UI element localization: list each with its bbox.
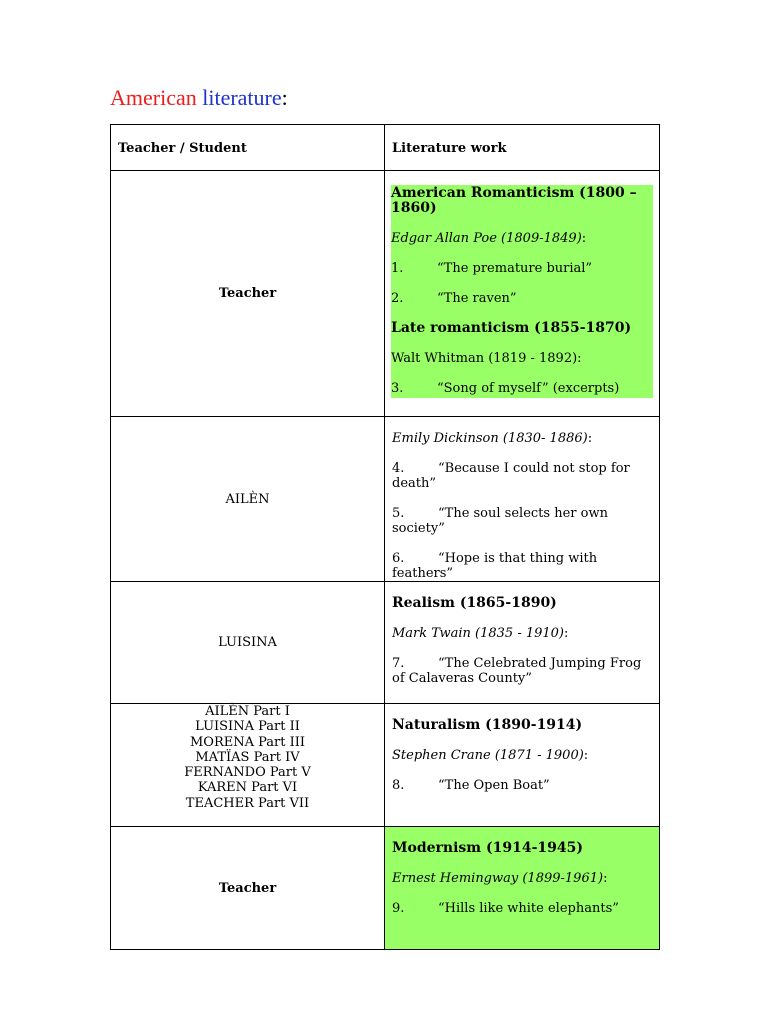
- author-colon: :: [583, 748, 589, 763]
- list-item: [392, 778, 653, 793]
- item-number: 6.: [392, 551, 405, 566]
- item-number: 9.: [392, 901, 405, 916]
- author-colon: :: [564, 626, 569, 641]
- item-title: “Hope is that thing with feathers”: [392, 551, 598, 581]
- author-name: Ernest Hemingway (1899-1961): [392, 871, 604, 886]
- author-name: Stephen Crane (1871 - 1900): [392, 748, 584, 763]
- list-item: [391, 291, 653, 306]
- list-item: [391, 381, 653, 396]
- who-label: Teacher: [218, 286, 277, 301]
- who-cell: [111, 582, 385, 704]
- literature-table: [110, 124, 660, 950]
- table-row: [111, 417, 660, 582]
- student-part: TEACHER Part VII: [185, 795, 310, 811]
- who-cell: [111, 827, 385, 950]
- who-label: LUISINA: [218, 635, 277, 650]
- list-item: [392, 656, 653, 686]
- table-row: [111, 171, 660, 417]
- student-part: AILÈN Part I: [205, 704, 290, 719]
- item-title: “The Celebrated Jumping Frog of Calaveras County”: [392, 656, 642, 686]
- table-header-row: [111, 125, 660, 171]
- header-cell-teacher-student: [111, 125, 385, 171]
- author-line: Walt Whitman (1819 - 1892):: [391, 351, 582, 366]
- who-label: AILÈN: [225, 491, 270, 507]
- student-part: FERNANDO Part V: [184, 765, 311, 781]
- author-line: [392, 748, 653, 763]
- author-name: Emily Dickinson (1830- 1886): [392, 431, 588, 446]
- item-title: “The soul selects her own society”: [392, 506, 608, 536]
- list-item: [392, 551, 653, 581]
- header-label: Literature work: [392, 141, 507, 156]
- title-word-american: American: [110, 85, 197, 110]
- student-part: LUISINA Part II: [195, 719, 300, 735]
- header-cell-literature-work: [385, 125, 660, 171]
- list-item: [392, 901, 653, 916]
- item-title: “The raven”: [437, 291, 517, 306]
- who-cell: [111, 704, 385, 827]
- period-heading: Naturalism (1890-1914): [392, 717, 583, 733]
- list-item: [392, 506, 653, 536]
- work-cell: [385, 704, 660, 827]
- author-line: [392, 871, 653, 886]
- period-heading: Late romanticism (1855-1870): [391, 320, 632, 336]
- item-title: “Song of myself” (excerpts): [437, 381, 620, 396]
- item-number: 5.: [392, 506, 405, 521]
- table-row: [111, 582, 660, 704]
- student-parts-list: [111, 704, 384, 811]
- period-heading: Modernism (1914-1945): [392, 840, 583, 856]
- work-cell-highlighted: [385, 827, 660, 950]
- student-part: KAREN Part VI: [197, 780, 298, 796]
- item-title: “Hills like white elephants”: [438, 901, 619, 916]
- period-heading: Realism (1865-1890): [392, 595, 557, 611]
- green-highlight: [391, 185, 653, 398]
- student-part: MORENA Part III: [189, 734, 306, 750]
- item-number: 4.: [392, 461, 405, 476]
- who-cell: [111, 171, 385, 417]
- title-colon: :: [281, 85, 288, 110]
- list-item: [391, 261, 653, 276]
- list-item: [392, 461, 653, 491]
- table-row: [111, 704, 660, 827]
- item-title: “The Open Boat”: [438, 778, 550, 793]
- who-cell: [111, 417, 385, 582]
- author-name: Mark Twain (1835 - 1910): [392, 626, 565, 641]
- author-colon: :: [581, 231, 587, 246]
- author-line: [392, 626, 653, 641]
- author-name: Edgar Allan Poe (1809-1849): [391, 231, 582, 246]
- author-line: [392, 431, 653, 446]
- item-number: 7.: [392, 656, 405, 671]
- item-title: “The premature burial”: [437, 261, 593, 276]
- table-row: [111, 827, 660, 950]
- item-number: 8.: [392, 778, 405, 793]
- author-colon: :: [603, 871, 608, 886]
- item-number: 2.: [391, 291, 404, 306]
- work-cell: [385, 417, 660, 582]
- header-label: Teacher / Student: [118, 141, 247, 156]
- item-number: 3.: [391, 381, 404, 396]
- work-cell: [385, 582, 660, 704]
- item-number: 1.: [391, 261, 404, 276]
- title-word-literature: literature: [202, 85, 282, 110]
- work-cell: [385, 171, 660, 417]
- page-title: [110, 84, 288, 112]
- student-part: MATÏAS Part IV: [195, 749, 300, 765]
- author-line: [391, 231, 653, 246]
- who-label: Teacher: [218, 880, 277, 896]
- author-colon: :: [587, 431, 593, 446]
- period-heading: American Romanticism (1800 – 1860): [391, 185, 637, 216]
- item-title: “Because I could not stop for death”: [392, 461, 630, 491]
